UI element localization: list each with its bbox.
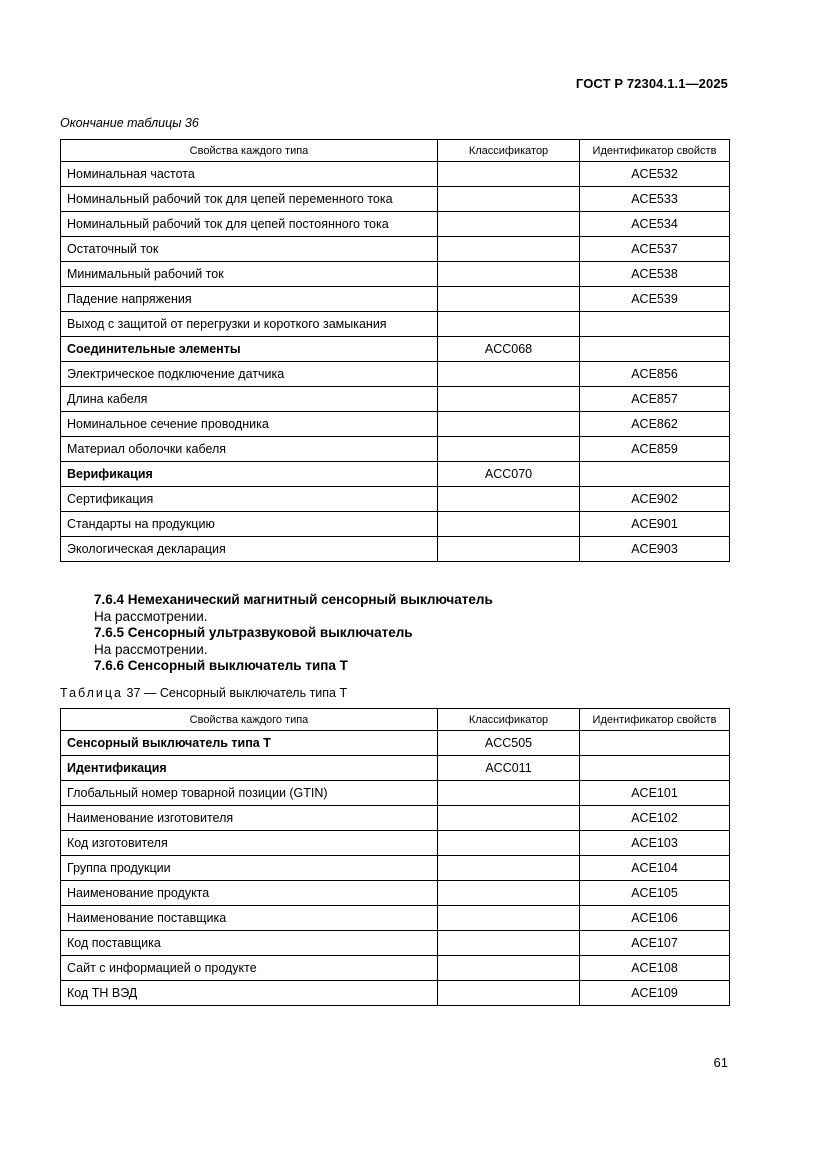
column-header-properties: Свойства каждого типа — [61, 709, 438, 731]
table-row — [61, 437, 730, 462]
column-header-property-id: Идентификатор свойств — [580, 709, 730, 731]
cell-property-id: ACE903 — [580, 537, 730, 562]
cell-property-id: ACE539 — [580, 287, 730, 312]
section-note-7-6-5: На рассмотрении. — [94, 641, 208, 657]
table-row — [61, 981, 730, 1006]
cell-property-name: Глобальный номер товарной позиции (GTIN) — [61, 781, 438, 806]
cell-classifier — [438, 487, 580, 512]
column-header-property-id: Идентификатор свойств — [580, 140, 730, 162]
table-37-caption-title: 37 — Сенсорный выключатель типа Т — [123, 686, 348, 700]
table-row — [61, 312, 730, 337]
cell-property-id: ACE537 — [580, 237, 730, 262]
cell-property-name: Экологическая декларация — [61, 537, 438, 562]
cell-property-id — [580, 756, 730, 781]
table-37-caption — [60, 686, 347, 700]
cell-property-name: Длина кабеля — [61, 387, 438, 412]
cell-property-name: Номинальное сечение проводника — [61, 412, 438, 437]
table-row — [61, 162, 730, 187]
cell-property-id: ACE901 — [580, 512, 730, 537]
cell-classifier — [438, 956, 580, 981]
table-row — [61, 362, 730, 387]
cell-classifier — [438, 237, 580, 262]
cell-property-name: Наименование продукта — [61, 881, 438, 906]
table-row — [61, 931, 730, 956]
cell-property-id: ACE534 — [580, 212, 730, 237]
cell-property-name: Номинальный рабочий ток для цепей переменного тока — [61, 187, 438, 212]
table-row — [61, 856, 730, 881]
cell-property-id: ACE533 — [580, 187, 730, 212]
cell-property-id: ACE109 — [580, 981, 730, 1006]
table-37-caption-word: Таблица — [60, 686, 124, 700]
section-title-7-6-6: 7.6.6 Сенсорный выключатель типа Т — [94, 658, 348, 673]
standard-id-header: ГОСТ Р 72304.1.1—2025 — [575, 76, 728, 91]
cell-property-id: ACE856 — [580, 362, 730, 387]
table-row — [61, 956, 730, 981]
cell-classifier — [438, 212, 580, 237]
table-row — [61, 731, 730, 756]
cell-classifier — [438, 906, 580, 931]
table-row — [61, 537, 730, 562]
table-row — [61, 487, 730, 512]
cell-classifier — [438, 981, 580, 1006]
cell-property-id: ACE105 — [580, 881, 730, 906]
cell-property-name: Наименование изготовителя — [61, 806, 438, 831]
cell-classifier — [438, 262, 580, 287]
cell-property-id: ACE104 — [580, 856, 730, 881]
cell-property-id: ACE101 — [580, 781, 730, 806]
table-row — [61, 906, 730, 931]
table-header-row — [61, 140, 730, 162]
section-title-7-6-5: 7.6.5 Сенсорный ультразвуковой выключатель — [94, 625, 413, 640]
cell-classifier — [438, 781, 580, 806]
cell-classifier — [438, 362, 580, 387]
cell-classifier — [438, 412, 580, 437]
table-36 — [60, 139, 730, 562]
cell-property-name: Наименование поставщика — [61, 906, 438, 931]
table-row — [61, 756, 730, 781]
table-37 — [60, 708, 730, 1006]
cell-property-name: Верификация — [61, 462, 438, 487]
table-row — [61, 781, 730, 806]
table-row — [61, 387, 730, 412]
table-row — [61, 287, 730, 312]
cell-property-name: Электрическое подключение датчика — [61, 362, 438, 387]
table-row — [61, 512, 730, 537]
cell-classifier — [438, 187, 580, 212]
cell-property-name: Выход с защитой от перегрузки и короткого замыкания — [61, 312, 438, 337]
cell-property-name: Падение напряжения — [61, 287, 438, 312]
table-row — [61, 412, 730, 437]
cell-property-id — [580, 462, 730, 487]
cell-property-name: Код ТН ВЭД — [61, 981, 438, 1006]
cell-property-id: ACE859 — [580, 437, 730, 462]
cell-classifier — [438, 312, 580, 337]
table-row — [61, 187, 730, 212]
cell-classifier: ACC011 — [438, 756, 580, 781]
cell-classifier: ACC505 — [438, 731, 580, 756]
cell-property-id: ACE862 — [580, 412, 730, 437]
table-row — [61, 262, 730, 287]
cell-property-name: Номинальный рабочий ток для цепей постоянного тока — [61, 212, 438, 237]
cell-property-id: ACE102 — [580, 806, 730, 831]
cell-property-id: ACE107 — [580, 931, 730, 956]
table-header-row — [61, 709, 730, 731]
cell-classifier — [438, 831, 580, 856]
section-note-7-6-4: На рассмотрении. — [94, 608, 208, 624]
table-row — [61, 831, 730, 856]
table-row — [61, 462, 730, 487]
cell-classifier — [438, 512, 580, 537]
table-row — [61, 337, 730, 362]
cell-property-id — [580, 337, 730, 362]
cell-classifier — [438, 162, 580, 187]
cell-property-id: ACE902 — [580, 487, 730, 512]
cell-property-id: ACE106 — [580, 906, 730, 931]
cell-classifier — [438, 437, 580, 462]
cell-property-name: Сенсорный выключатель типа Т — [61, 731, 438, 756]
cell-classifier — [438, 537, 580, 562]
cell-classifier: ACC068 — [438, 337, 580, 362]
cell-classifier — [438, 931, 580, 956]
cell-property-name: Минимальный рабочий ток — [61, 262, 438, 287]
table-row — [61, 237, 730, 262]
cell-property-name: Сайт с информацией о продукте — [61, 956, 438, 981]
cell-property-name: Код изготовителя — [61, 831, 438, 856]
cell-property-name: Сертификация — [61, 487, 438, 512]
cell-property-name: Группа продукции — [61, 856, 438, 881]
cell-property-name: Номинальная частота — [61, 162, 438, 187]
cell-classifier — [438, 881, 580, 906]
cell-property-id: ACE103 — [580, 831, 730, 856]
cell-classifier: ACC070 — [438, 462, 580, 487]
cell-property-name: Материал оболочки кабеля — [61, 437, 438, 462]
column-header-classifier: Классификатор — [438, 709, 580, 731]
cell-property-name: Код поставщика — [61, 931, 438, 956]
cell-property-id — [580, 312, 730, 337]
cell-property-name: Соединительные элементы — [61, 337, 438, 362]
cell-property-name: Идентификация — [61, 756, 438, 781]
cell-classifier — [438, 387, 580, 412]
cell-classifier — [438, 806, 580, 831]
table-row — [61, 881, 730, 906]
cell-property-id: ACE532 — [580, 162, 730, 187]
cell-property-id — [580, 731, 730, 756]
cell-property-id: ACE538 — [580, 262, 730, 287]
cell-classifier — [438, 287, 580, 312]
table-row — [61, 212, 730, 237]
cell-property-name: Остаточный ток — [61, 237, 438, 262]
cell-classifier — [438, 856, 580, 881]
column-header-properties: Свойства каждого типа — [61, 140, 438, 162]
column-header-classifier: Классификатор — [438, 140, 580, 162]
section-title-7-6-4: 7.6.4 Немеханический магнитный сенсорный выключатель — [94, 592, 493, 607]
cell-property-name: Стандарты на продукцию — [61, 512, 438, 537]
cell-property-id: ACE857 — [580, 387, 730, 412]
table-36-caption: Окончание таблицы 36 — [60, 116, 199, 130]
table-row — [61, 806, 730, 831]
sections-block — [94, 592, 493, 675]
page-number: 61 — [713, 1055, 728, 1070]
cell-property-id: ACE108 — [580, 956, 730, 981]
